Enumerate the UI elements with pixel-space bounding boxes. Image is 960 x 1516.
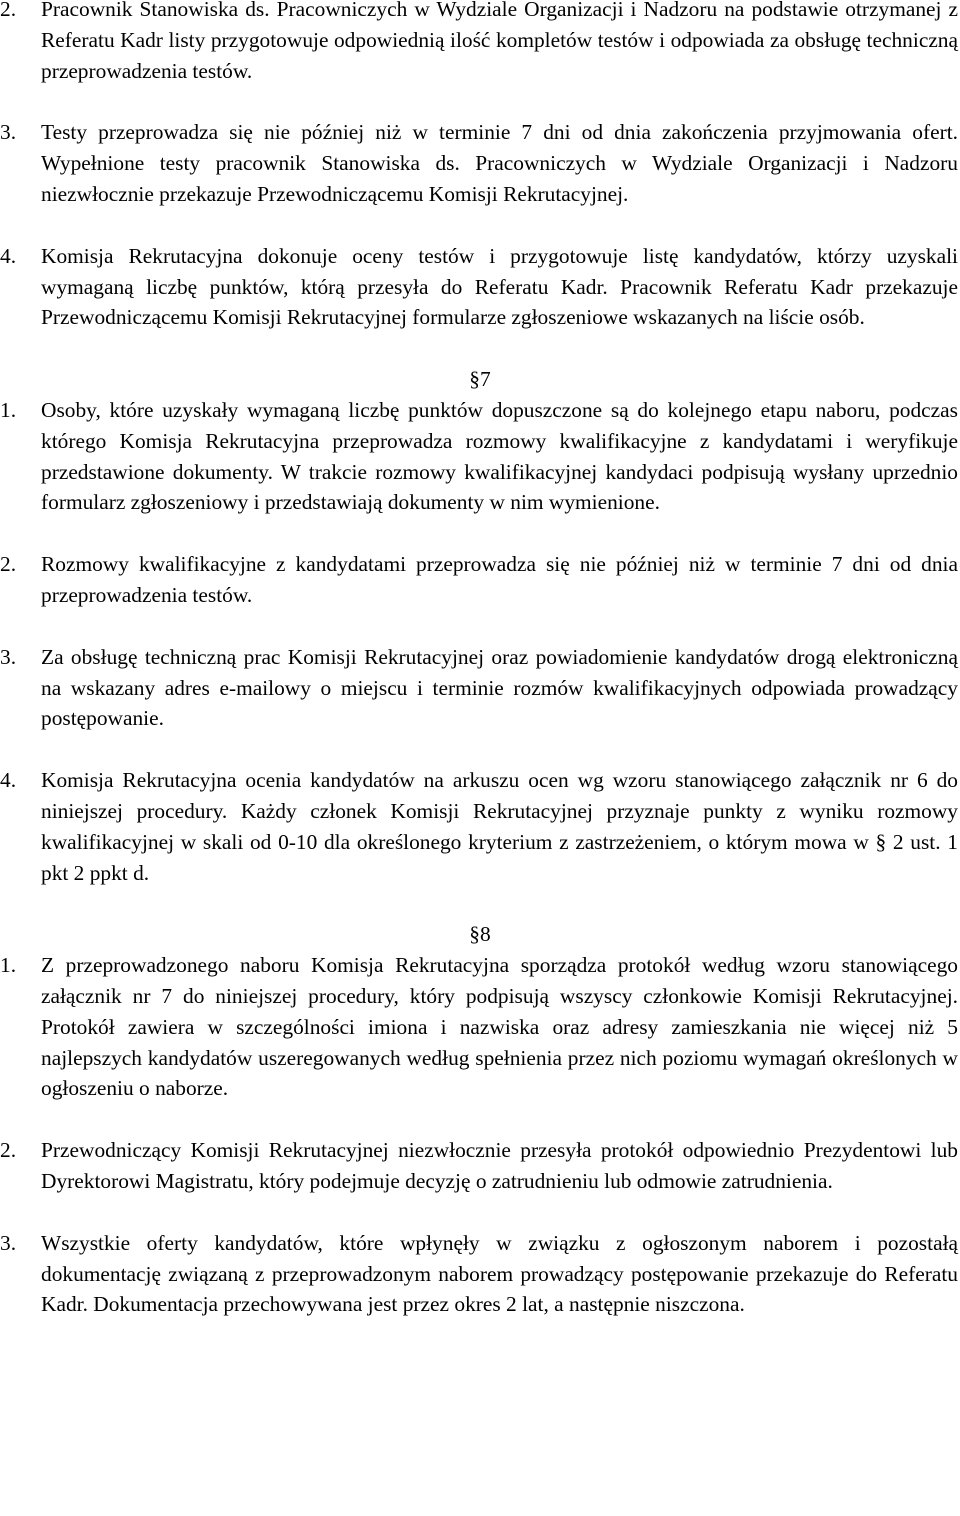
item-number: 4. <box>0 243 17 268</box>
item-text: Testy przeprowadza się nie później niż w terminie 7 dni od dnia zakończenia przyjmowania ofert. Wypełnione testy pracownik Stanowiska ds. Pracowniczych w Wydziale Organizacji i Nadzoru niezwłocznie przekazuje Przewodniczącemu Komisji Rekrutacyjnej. <box>41 120 958 206</box>
list-item <box>0 642 960 734</box>
list-item <box>0 1228 960 1320</box>
item-text: Komisja Rekrutacyjna ocenia kandydatów na arkuszu ocen wg wzoru stanowiącego załącznik nr 6 do niniejszej procedury. Każdy członek Komisji Rekrutacyjnej przyznaje punkty z wyniku rozmowy kwalifikacyjnej w skali od 0-10 dla określonego kryterium z zastrzeżeniem, o którym mowa w § 2 ust. 1 pkt 2 ppkt d. <box>41 768 958 885</box>
section-heading-7: §7 <box>469 367 491 392</box>
item-number: 2. <box>0 552 17 577</box>
list-item <box>0 549 960 611</box>
item-text: Za obsługę techniczną prac Komisji Rekrutacyjnej oraz powiadomienie kandydatów drogą elektroniczną na wskazany adres e-mailowy o miejscu i terminie rozmów kwalifikacyjnych odpowiada prowadzący postępowanie. <box>41 644 958 731</box>
item-text: Komisja Rekrutacyjna dokonuje oceny testów i przygotowuje listę kandydatów, którzy uzyskali wymaganą liczbę punktów, którą przesyła do Referatu Kadr. Pracownik Referatu Kadr przekazuje Przewodniczącemu Komisji Rekrutacyjnej formularze zgłoszeniowe wskazanych na liście osób. <box>41 243 958 330</box>
item-number: 4. <box>0 768 17 793</box>
item-number: 3. <box>0 120 17 145</box>
item-number: 1. <box>0 397 17 422</box>
item-number: 2. <box>0 1138 17 1163</box>
list-item <box>0 395 960 518</box>
list-item <box>0 1135 960 1197</box>
item-number: 1. <box>0 953 17 978</box>
section-heading-8: §8 <box>469 922 491 947</box>
item-text: Z przeprowadzonego naboru Komisja Rekrutacyjna sporządza protokół według wzoru stanowiącego załącznik nr 7 do niniejszej procedury, który podpisują wszyscy członkowie Komisji Rekrutacyjnej. Protokół zawiera w szczególności imiona i nazwiska oraz adresy zamieszkania nie więcej niż 5 najlepszych kandydatów uszeregowanych według spełnienia przez nich poziomu wymagań określonych w ogłoszeniu o naborze. <box>41 953 958 1101</box>
item-text: Pracownik Stanowiska ds. Pracowniczych w Wydziale Organizacji i Nadzoru na podstawie otrzymanej z Referatu Kadr listy przygotowuje odpowiednią ilość kompletów testów i odpowiada za obsługę techniczną przeprowadzenia testów. <box>41 0 958 83</box>
item-text: Przewodniczący Komisji Rekrutacyjnej niezwłocznie przesyła protokół odpowiednio Prezydentowi lub Dyrektorowi Magistratu, który podejmuje decyzję o zatrudnieniu lub odmowie zatrudnienia. <box>41 1138 958 1193</box>
list-item <box>0 0 960 86</box>
item-text: Osoby, które uzyskały wymaganą liczbę punktów dopuszczone są do kolejnego etapu naboru, podczas którego Komisja Rekrutacyjna przeprowadza rozmowy kwalifikacyjne z kandydatami i weryfikuje przedstawione dokumenty. W trakcie rozmowy kwalifikacyjnej kandydaci podpisują wysłany uprzednio formularz zgłoszeniowy i przedstawiają dokumenty w nim wymienione. <box>41 397 958 515</box>
item-text: Rozmowy kwalifikacyjne z kandydatami przeprowadza się nie później niż w terminie 7 dni od dnia przeprowadzenia testów. <box>41 552 958 607</box>
item-number: 2. <box>0 0 17 21</box>
list-item <box>0 765 960 888</box>
item-number: 3. <box>0 644 17 669</box>
list-item <box>0 117 960 209</box>
list-item <box>0 241 960 333</box>
list-item <box>0 950 960 1104</box>
item-number: 3. <box>0 1230 17 1255</box>
item-text: Wszystkie oferty kandydatów, które wpłynęły w związku z ogłoszonym naborem i pozostałą dokumentację związaną z przeprowadzonym naborem prowadzący postępowanie przekazuje do Referatu Kadr. Dokumentacja przechowywana jest przez okres 2 lat, a następnie niszczona. <box>41 1230 958 1317</box>
